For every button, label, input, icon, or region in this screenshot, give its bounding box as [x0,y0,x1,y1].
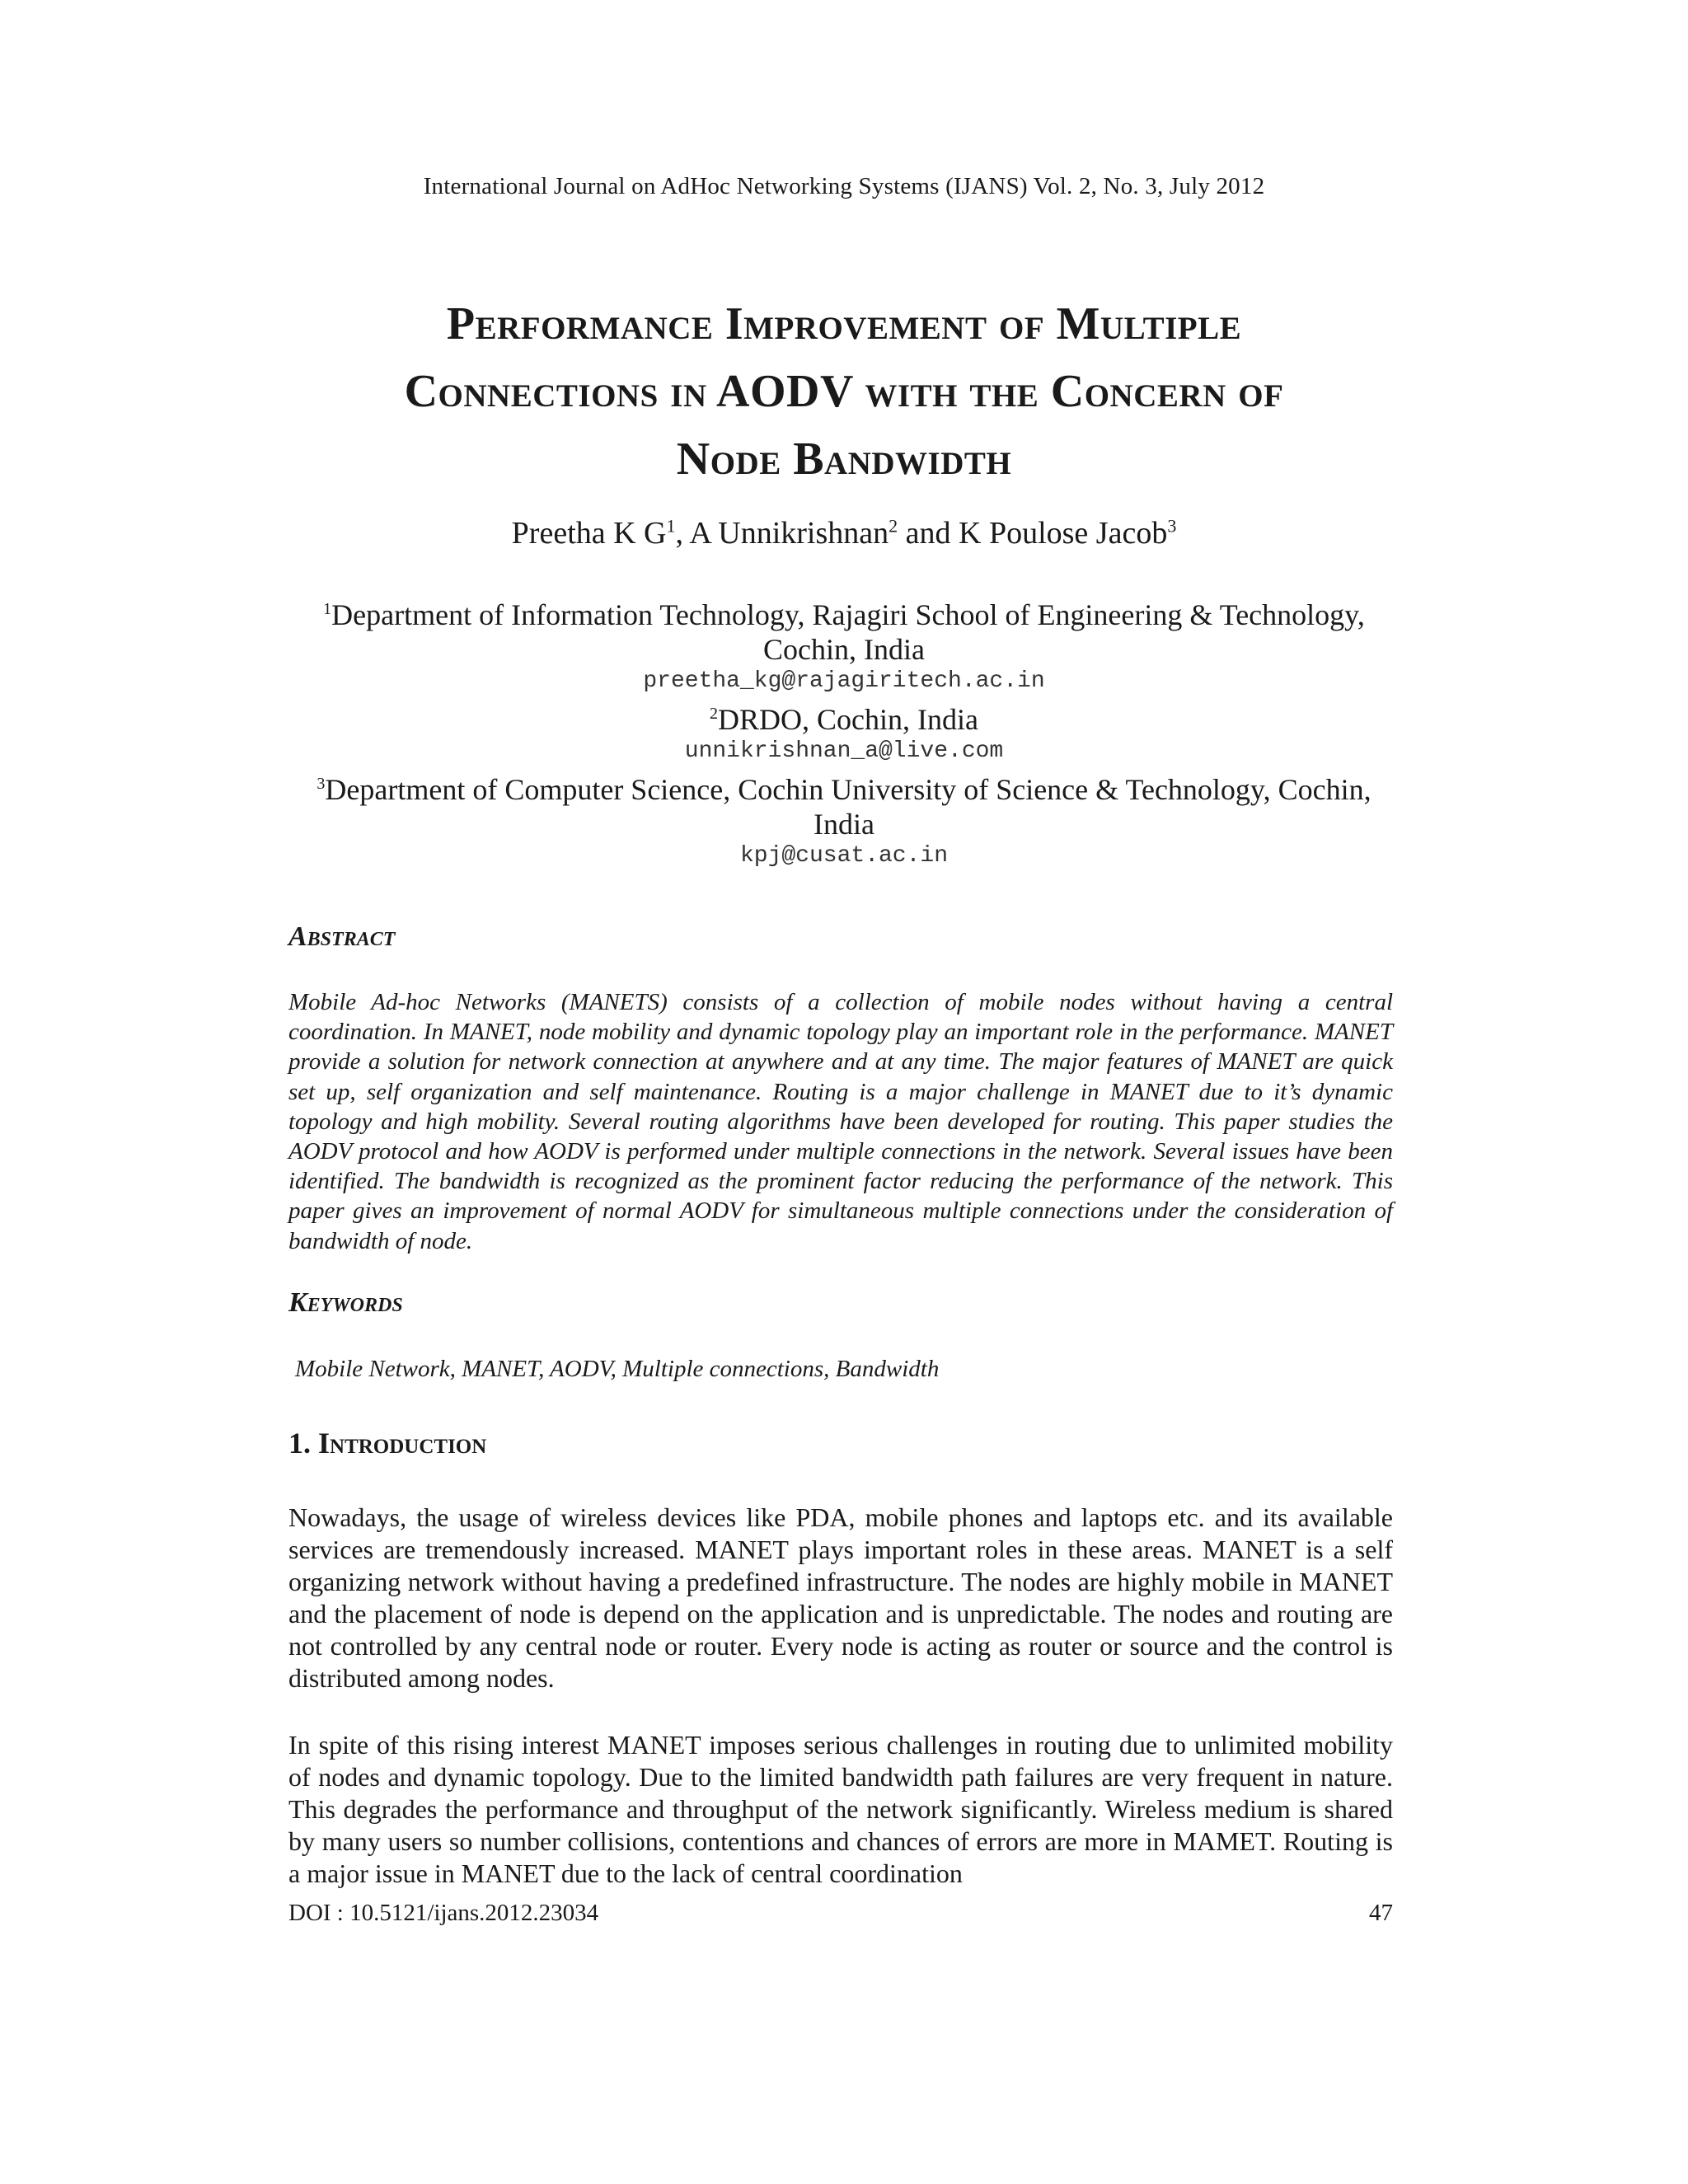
affil-mark: 3 [316,775,326,793]
affil-text: Department of Information Technology, Rajagiri School of Engineering & Technology, [331,598,1365,631]
author-affil-mark: 3 [1167,515,1177,537]
paper-title [198,290,1490,493]
title-line: Node Bandwidth [676,434,1012,485]
intro-paragraph-2: In spite of this rising interest MANET imposes serious challenges in routing due to unlimited mobility of nodes and dynamic topology. Due to the limited bandwidth path failures are very frequent in nature. This degrades the performance and throughput of the network significantly. Wireless medium is shared by many users so number collisions, contentions and chances of errors are more in MAMET. Routing is a major issue in MANET due to the lack of central coordination [288,1730,1393,1888]
title-line: Performance Improvement of Multiple [446,298,1242,349]
affiliations [247,592,1441,871]
affiliation-1 [247,592,1441,632]
author-affil-mark: 2 [889,515,898,537]
abstract-heading: Abstract [288,921,396,952]
introduction-heading: 1. Introduction [288,1427,487,1460]
title-line: Connections in AODV with the Concern of [404,366,1284,417]
email-3[interactable]: kpj@cusat.ac.in [739,843,949,869]
affiliation-3 [247,766,1441,807]
affil-text: Department of Computer Science, Cochin University of Science & Technology, Cochin, [325,773,1372,806]
affiliation-3-cont: India [814,808,874,841]
abstract-text: Mobile Ad-hoc Networks (MANETS) consists of a collection of mobile nodes without having a central coordination. In MANET, node mobility and dynamic topology play an important role in the performance. MANET provide a solution for network connection at anywhere and at any time. The major features of MANET are quick set up, self organization and self maintenance. Routing is a major challenge in MANET due to it’s dynamic topology and high mobility. Several routing algorithms have been developed for routing. This paper studies the AODV protocol and how AODV is performed under multiple connections in the network. Several issues have been identified. The bandwidth is recognized as the prominent factor reducing the performance of the network. This paper gives an improvement of normal AODV for simultaneous multiple connections under the consideration of bandwidth of node. [288,989,1393,1254]
email-1[interactable]: preetha_kg@rajagiritech.ac.in [643,668,1045,694]
email-2[interactable]: unnikrishnan_a@live.com [684,738,1004,764]
doi-label: DOI : 10.5121/ijans.2012.23034 [288,1900,599,1926]
affiliation-2 [247,696,1441,737]
page-footer [288,1900,1393,1927]
keywords-text: Mobile Network, MANET, AODV, Multiple connections, Bandwidth [295,1356,940,1382]
author-name: , A Unnikrishnan [675,516,889,551]
page-number: 47 [1369,1900,1393,1926]
intro-paragraph-1: Nowadays, the usage of wireless devices like PDA, mobile phones and laptops etc. and its available services are tremendously increased. MANET plays important roles in these areas. MANET is a self organizing network without having a predefined infrastructure. The nodes are highly mobile in MANET and the placement of node is depend on the application and is unpredictable. The nodes and routing are not controlled by any central node or router. Every node is acting as router or source and the control is distributed among nodes. [288,1502,1393,1693]
affil-text: DRDO, Cochin, India [718,703,978,736]
author-affil-mark: 1 [666,515,676,537]
author-name: Preetha K G [511,516,667,551]
author-name: and K Poulose Jacob [898,516,1168,551]
affil-mark: 1 [323,600,332,618]
keywords-heading: Keywords [288,1287,403,1318]
affil-mark: 2 [710,705,719,723]
author-list [0,515,1688,551]
running-header: International Journal on AdHoc Networking Systems (IJANS) Vol. 2, No. 3, July 2012 [423,173,1265,199]
affiliation-1-cont: Cochin, India [763,633,925,666]
